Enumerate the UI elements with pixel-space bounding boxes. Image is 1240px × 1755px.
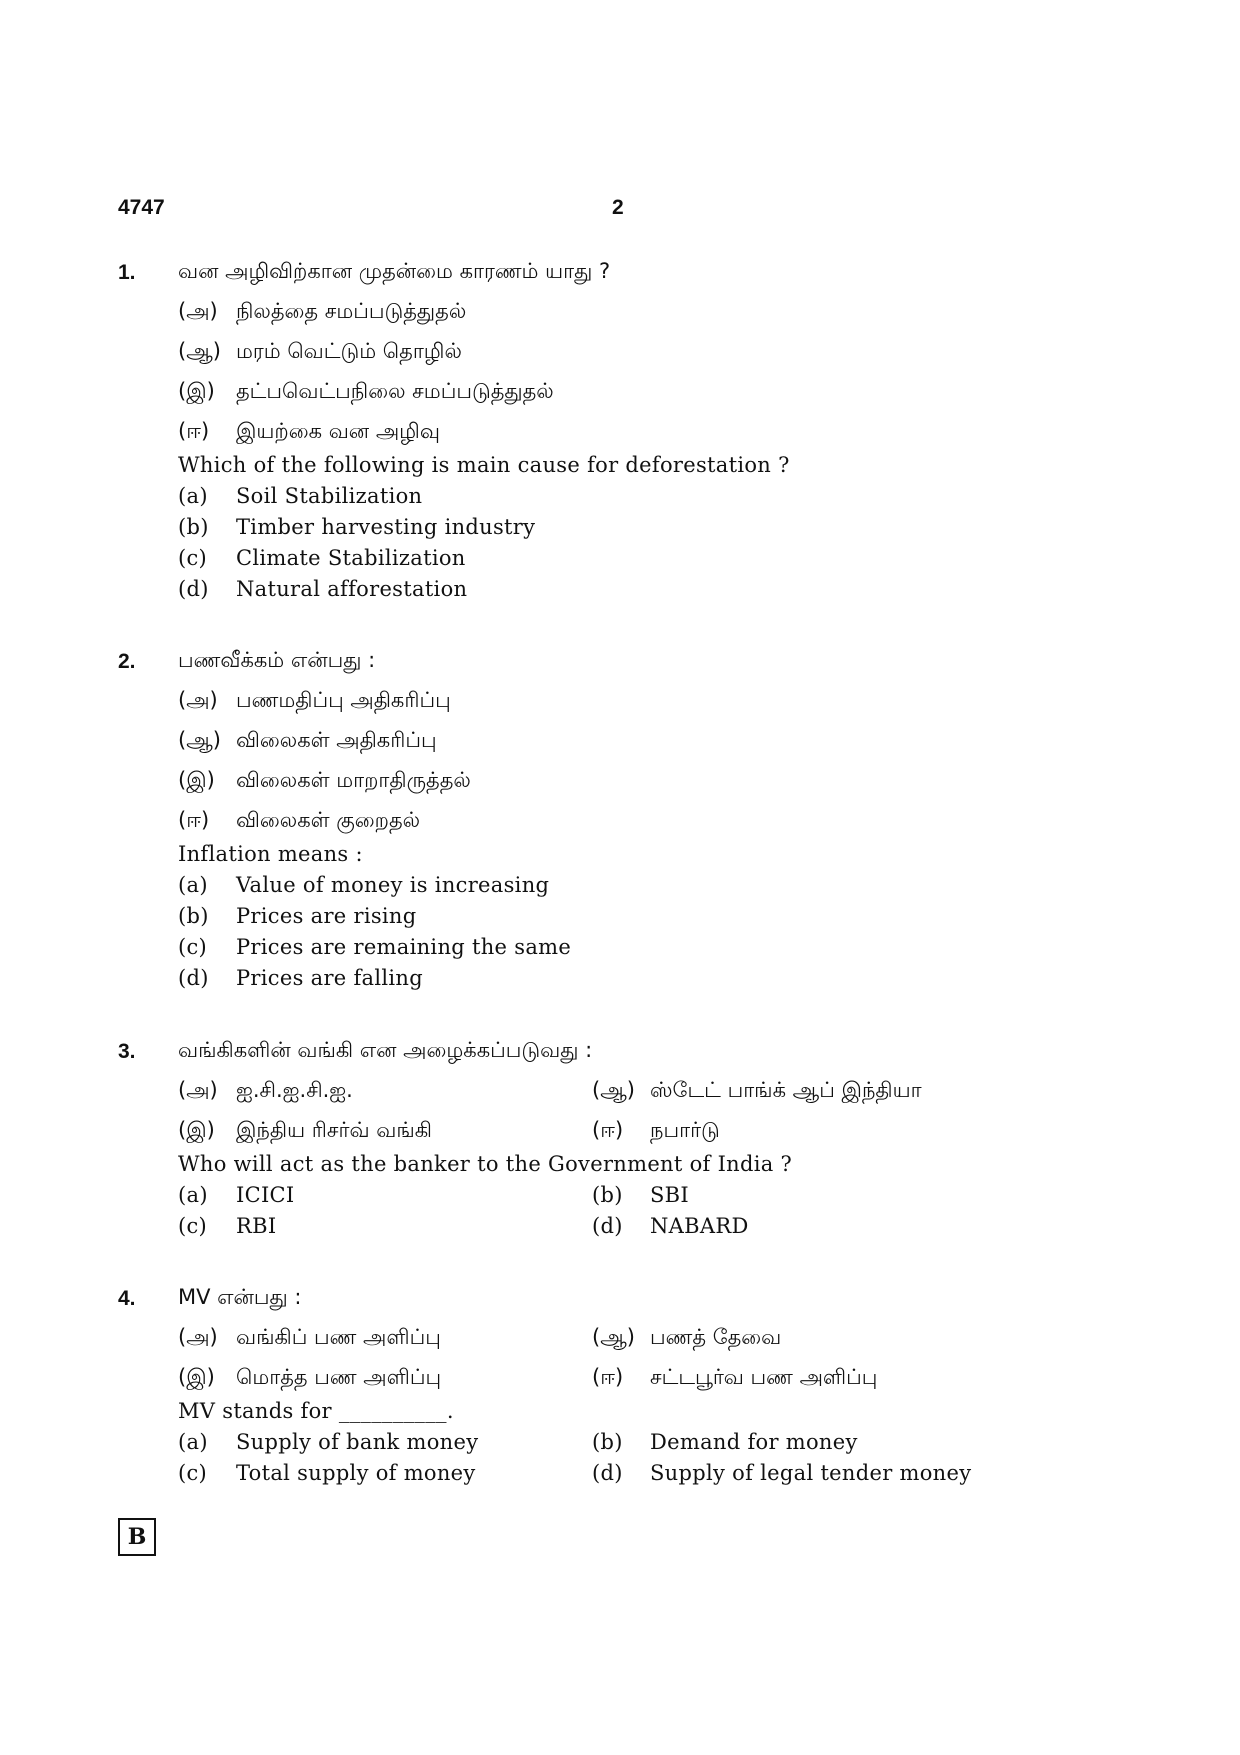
option-ta: (ஈ) சட்டபூர்வ பண அளிப்பு	[592, 1365, 878, 1389]
page-number: 2	[612, 196, 624, 219]
option-en: (a) ICICI	[178, 1183, 295, 1207]
option-en: (c) Climate Stabilization	[178, 546, 466, 570]
option-en: (a) Value of money is increasing	[178, 873, 550, 897]
question-number: 4.	[118, 1287, 136, 1310]
option-en: (d) Prices are falling	[178, 966, 423, 990]
option-ta: (ஈ) நபார்டு	[592, 1118, 720, 1142]
option-ta: (ஆ) மரம் வெட்டும் தொழில்	[178, 339, 462, 363]
question-number: 1.	[118, 261, 136, 284]
question-text-en: Who will act as the banker to the Government of India ?	[178, 1152, 793, 1176]
question-text-ta: MV என்பது :	[178, 1285, 302, 1309]
set-code-box: B	[118, 1518, 156, 1556]
question-text-ta: வன அழிவிற்கான முதன்மை காரணம் யாது ?	[178, 259, 611, 283]
option-ta: (ஆ) ஸ்டேட் பாங்க் ஆப் இந்தியா	[592, 1078, 922, 1102]
option-ta: (இ) மொத்த பண அளிப்பு	[178, 1365, 442, 1389]
option-en: (c) Total supply of money	[178, 1461, 476, 1485]
option-ta: (இ) தட்பவெட்பநிலை சமப்படுத்துதல்	[178, 379, 554, 403]
option-ta: (ஈ) விலைகள் குறைதல்	[178, 808, 421, 832]
option-en: (a) Supply of bank money	[178, 1430, 479, 1454]
option-ta: (அ) வங்கிப் பண அளிப்பு	[178, 1325, 441, 1349]
option-ta: (அ) பணமதிப்பு அதிகரிப்பு	[178, 688, 451, 712]
option-en: (d) Natural afforestation	[178, 577, 468, 601]
option-en: (b) Demand for money	[592, 1430, 858, 1454]
question-text-en: MV stands for __________.	[178, 1399, 454, 1423]
question-number: 2.	[118, 650, 136, 673]
question-text-en: Inflation means :	[178, 842, 363, 866]
option-ta: (ஈ) இயற்கை வன அழிவு	[178, 419, 440, 443]
option-ta: (இ) விலைகள் மாறாதிருத்தல்	[178, 768, 471, 792]
option-en: (c) Prices are remaining the same	[178, 935, 572, 959]
option-ta: (ஆ) பணத் தேவை	[592, 1325, 782, 1349]
paper-code: 4747	[118, 196, 165, 219]
question-text-ta: வங்கிகளின் வங்கி என அழைக்கப்படுவது :	[178, 1038, 593, 1062]
option-ta: (அ) ஐ.சி.ஐ.சி.ஐ.	[178, 1078, 353, 1102]
option-en: (b) Prices are rising	[178, 904, 417, 928]
option-en: (c) RBI	[178, 1214, 277, 1238]
option-en: (a) Soil Stabilization	[178, 484, 423, 508]
question-number: 3.	[118, 1040, 136, 1063]
option-en: (d) Supply of legal tender money	[592, 1461, 972, 1485]
option-en: (b) SBI	[592, 1183, 690, 1207]
option-en: (d) NABARD	[592, 1214, 749, 1238]
question-text-ta: பணவீக்கம் என்பது :	[178, 648, 376, 672]
option-en: (b) Timber harvesting industry	[178, 515, 536, 539]
option-ta: (ஆ) விலைகள் அதிகரிப்பு	[178, 728, 437, 752]
question-text-en: Which of the following is main cause for deforestation ?	[178, 453, 790, 477]
option-ta: (இ) இந்திய ரிசர்வ் வங்கி	[178, 1118, 432, 1142]
option-ta: (அ) நிலத்தை சமப்படுத்துதல்	[178, 299, 467, 323]
